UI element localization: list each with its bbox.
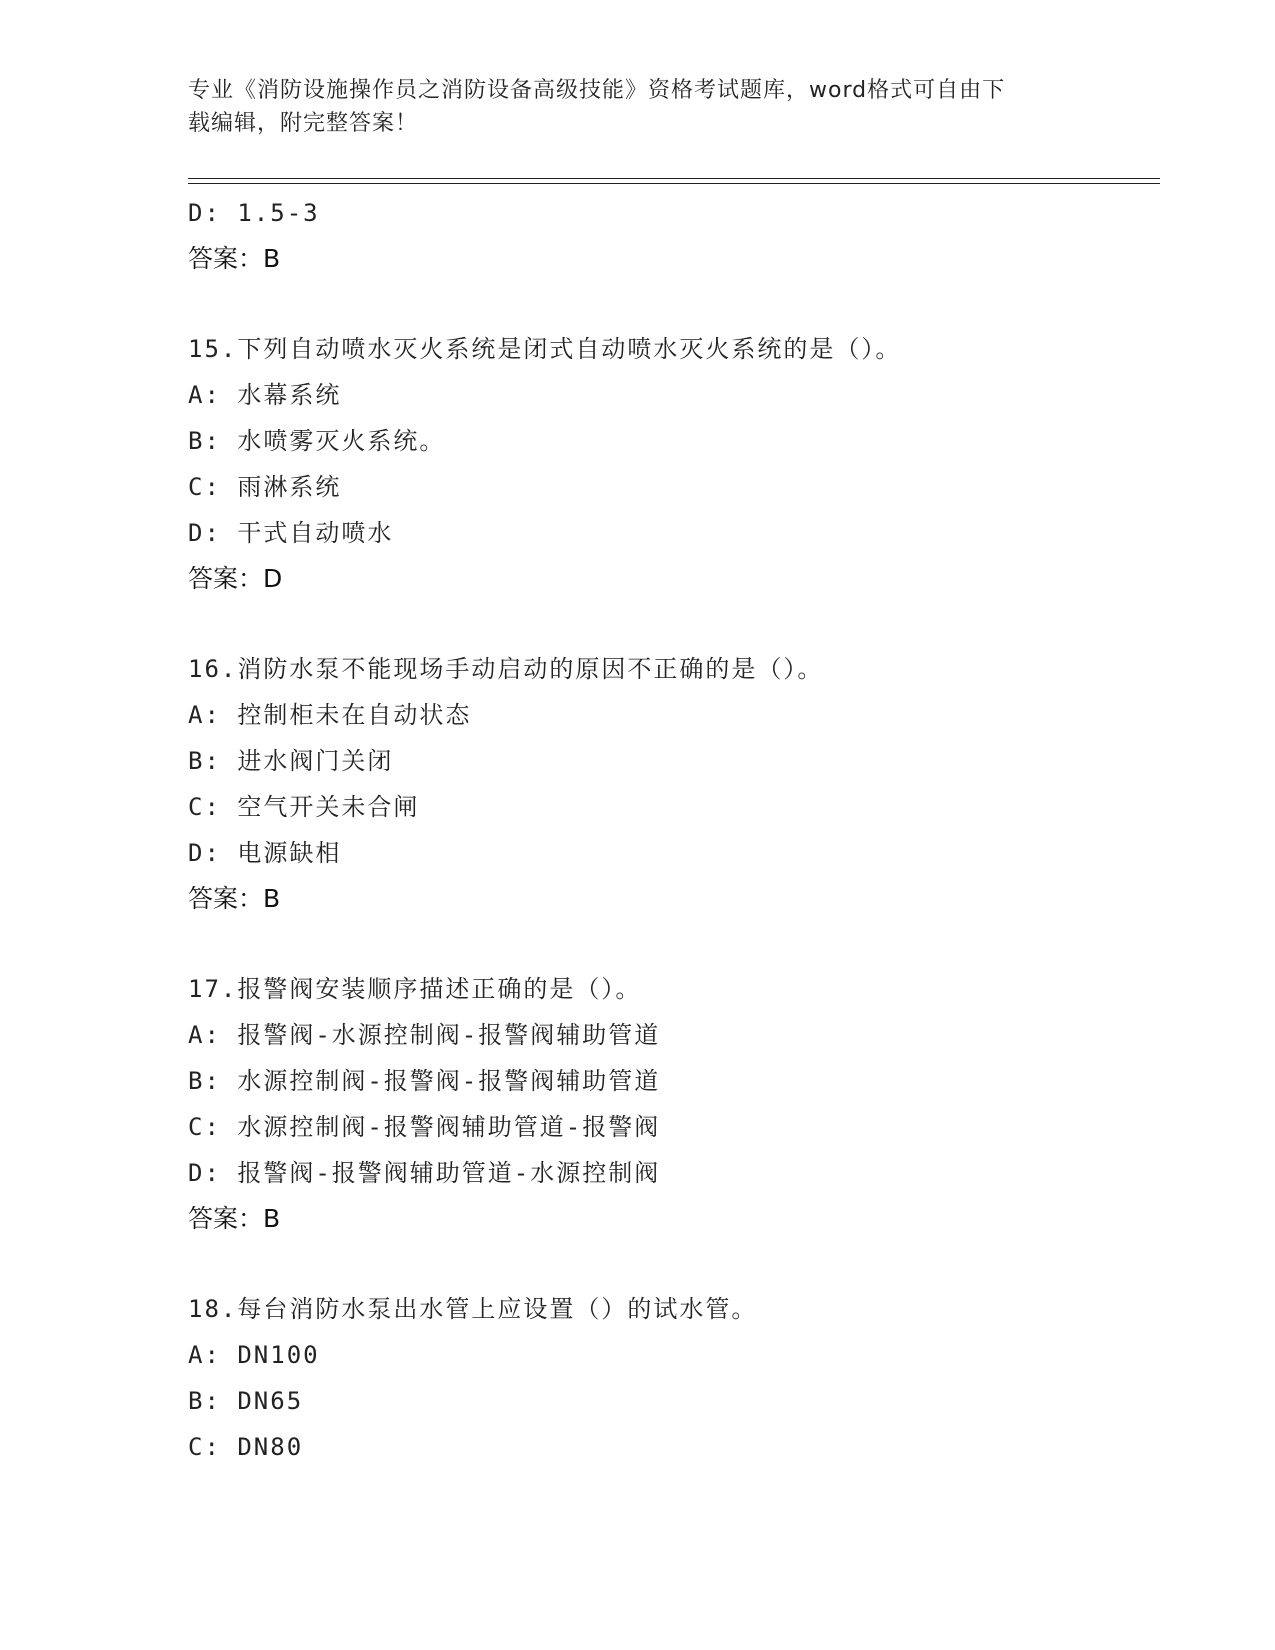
option-b: B: 水喷雾灭火系统。	[188, 427, 446, 455]
header-line-1: 专业《消防设施操作员之消防设备高级技能》资格考试题库，word格式可自由下	[188, 78, 1006, 103]
answer-line: 答案：D	[188, 564, 283, 593]
question-18	[188, 1286, 1148, 1470]
option-d: D: 干式自动喷水	[188, 519, 394, 547]
question-stem: 15.下列自动喷水灭火系统是闭式自动喷水灭火系统的是（）。	[188, 335, 902, 363]
answer-line: 答案：B	[188, 244, 281, 273]
spacer	[188, 922, 1148, 966]
option-d: D: 1.5-3	[188, 199, 320, 227]
option-b: B: 进水阀门关闭	[188, 747, 394, 775]
question-16	[188, 646, 1148, 922]
option-c: C: 空气开关未合闸	[188, 793, 420, 821]
option-d: D: 电源缺相	[188, 839, 342, 867]
question-list	[188, 190, 1148, 1470]
option-a: A: 控制柜未在自动状态	[188, 701, 472, 729]
answer-line: 答案：B	[188, 884, 281, 913]
question-stem: 17.报警阀安装顺序描述正确的是（）。	[188, 975, 642, 1003]
question-fragment	[188, 190, 1148, 282]
spacer	[188, 282, 1148, 326]
header-divider-top	[188, 178, 1160, 179]
question-stem: 18.每台消防水泵出水管上应设置（）的试水管。	[188, 1295, 758, 1323]
option-d: D: 报警阀-报警阀辅助管道-水源控制阀	[188, 1159, 661, 1187]
header-divider-bottom	[188, 183, 1160, 184]
spacer	[188, 602, 1148, 646]
option-b: B: DN65	[188, 1387, 304, 1415]
option-a: A: 水幕系统	[188, 381, 342, 409]
question-stem: 16.消防水泵不能现场手动启动的原因不正确的是（）。	[188, 655, 824, 683]
option-c: C: 雨淋系统	[188, 473, 342, 501]
option-c: C: 水源控制阀-报警阀辅助管道-报警阀	[188, 1113, 661, 1141]
option-a: A: 报警阀-水源控制阀-报警阀辅助管道	[188, 1021, 661, 1049]
question-17	[188, 966, 1148, 1242]
spacer	[188, 1242, 1148, 1286]
option-a: A: DN100	[188, 1341, 320, 1369]
option-b: B: 水源控制阀-报警阀-报警阀辅助管道	[188, 1067, 661, 1095]
document-header	[188, 74, 1068, 140]
header-line-2: 载编辑，附完整答案！	[188, 111, 419, 136]
question-15	[188, 326, 1148, 602]
answer-line: 答案：B	[188, 1204, 281, 1233]
option-c: C: DN80	[188, 1433, 304, 1461]
